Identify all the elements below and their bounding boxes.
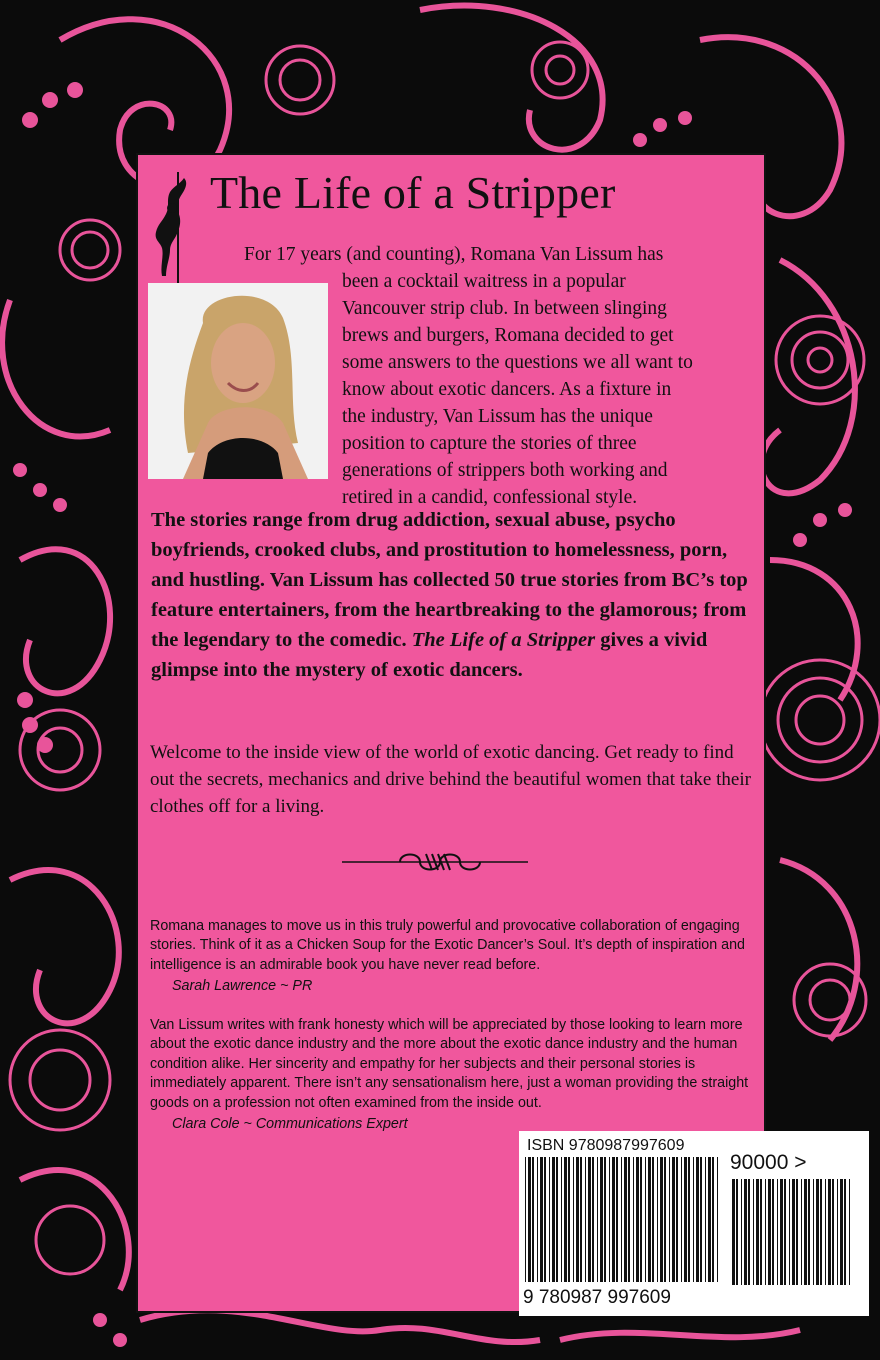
barcode-bar <box>804 1179 807 1285</box>
barcode-bar <box>696 1157 699 1282</box>
barcode-bar <box>760 1179 762 1285</box>
review-attribution: Clara Cole ~ Communications Expert <box>172 1116 408 1132</box>
barcode-bar <box>525 1157 526 1282</box>
barcode-bar <box>789 1179 790 1285</box>
barcode-bar <box>652 1157 654 1282</box>
welcome-paragraph: Welcome to the inside view of the world of exotic dancing. Get ready to find out the secrets, mechanics and drive behind the beautiful women that take their clothes off for a living. <box>150 742 751 817</box>
review-attribution: Sarah Lawrence ~ PR <box>172 978 313 994</box>
barcode-bar <box>717 1157 718 1282</box>
barcode-bar <box>556 1157 558 1282</box>
barcode-bar <box>633 1157 634 1282</box>
barcode-bar <box>792 1179 795 1285</box>
barcode-bar <box>537 1157 538 1282</box>
barcode-bar <box>777 1179 778 1285</box>
book-title: The Life of a Stripper <box>210 167 616 218</box>
synopsis-paragraph <box>151 505 761 685</box>
barcode-bar <box>552 1157 555 1282</box>
barcode-digits: 9 780987 997609 <box>523 1287 671 1308</box>
barcode-bar <box>844 1179 846 1285</box>
synopsis-text: The stories range from drug addiction, sexual abuse, psycho boyfriends, crooked clubs, and prostitution to homelessness, porn, and hustling. Van Lissum has collected 50 true stories from BC’s top feature entertainers, from the heartbreaking to the glamorous; from the legendary to the comedic. <box>151 509 748 651</box>
barcode-bar <box>640 1157 642 1282</box>
barcode-bar <box>660 1157 663 1282</box>
intro-line: the industry, Van Lissum has the unique <box>342 406 653 427</box>
barcode-bar <box>568 1157 570 1282</box>
barcode-bar <box>748 1179 750 1285</box>
barcode-bar <box>564 1157 567 1282</box>
price-code: 90000 > <box>730 1151 807 1174</box>
barcode-bar <box>837 1179 838 1285</box>
barcode-bar <box>576 1157 579 1282</box>
barcode-bar <box>561 1157 562 1282</box>
barcode-bar <box>657 1157 658 1282</box>
isbn-label: ISBN 9780987997609 <box>527 1137 685 1154</box>
barcode-bar <box>820 1179 822 1285</box>
intro-line: know about exotic dancers. As a fixture in <box>342 379 672 400</box>
barcode-bar <box>705 1157 706 1282</box>
barcode-bar <box>616 1157 618 1282</box>
barcode-bar <box>772 1179 774 1285</box>
intro-line: For 17 years (and counting), Romana Van Lissum has <box>244 244 664 265</box>
barcode-bar <box>628 1157 630 1282</box>
barcode-bar <box>573 1157 574 1282</box>
review-quote: Romana manages to move us in this truly powerful and provocative collaboration of engaging stories. Think of it as a Chicken Soup for the Exotic Dancer’s Soul. It’s depth of inspiration and intelligence is an admirable book you have never read before. <box>150 918 745 973</box>
barcode-bar <box>816 1179 819 1285</box>
synopsis-tail: gives a vivid glimpse into the mystery of exotic dancers. <box>151 629 708 681</box>
intro-line: generations of strippers both working and <box>342 460 668 481</box>
barcode-bar <box>712 1157 714 1282</box>
barcode-bar <box>684 1157 687 1282</box>
synopsis-book-title: The Life of a Stripper <box>411 629 596 651</box>
barcode-bar <box>808 1179 810 1285</box>
barcode-bar <box>741 1179 742 1285</box>
barcode-bar <box>532 1157 534 1282</box>
barcode-bar <box>849 1179 850 1285</box>
price-barcode-bars <box>730 1179 854 1285</box>
barcode-bar <box>528 1157 531 1282</box>
barcode-bar <box>672 1157 675 1282</box>
barcode-bar <box>604 1157 606 1282</box>
barcode-bar <box>681 1157 682 1282</box>
barcode-bar <box>780 1179 783 1285</box>
barcode-bar <box>756 1179 759 1285</box>
barcode-bar <box>621 1157 622 1282</box>
barcode-bar <box>580 1157 582 1282</box>
barcode-bar <box>664 1157 666 1282</box>
flourish-divider-icon <box>340 848 530 876</box>
barcode-bar <box>609 1157 610 1282</box>
intro-line: some answers to the questions we all want to <box>342 352 693 373</box>
isbn-barcode <box>519 1131 869 1316</box>
barcode-bar <box>796 1179 798 1285</box>
intro-line: position to capture the stories of three <box>342 433 637 454</box>
barcode-bar <box>549 1157 550 1282</box>
barcode-bar <box>624 1157 627 1282</box>
barcode-bar <box>840 1179 843 1285</box>
barcode-bar <box>732 1179 735 1285</box>
barcode-bar <box>676 1157 678 1282</box>
pole-dancer-icon <box>144 170 208 290</box>
barcode-bar <box>708 1157 711 1282</box>
barcode-bar <box>540 1157 543 1282</box>
barcode-bar <box>700 1157 702 1282</box>
barcode-bar <box>832 1179 834 1285</box>
barcode-bar <box>585 1157 586 1282</box>
barcode-bar <box>645 1157 646 1282</box>
barcode-bar <box>648 1157 651 1282</box>
review-quote: Van Lissum writes with frank honesty which will be appreciated by those looking to learn more about the exotic dance industry and the more about the exotic dance industry and the human condition alike. Her sincerity and empathy for her subjects and their personal stories is immediately apparent. There isn’t any sensationalism here, just a woman providing the straight goods on a profession not often examined from the inside out. <box>150 1017 749 1111</box>
barcode-bar <box>736 1179 738 1285</box>
barcode-bar <box>592 1157 594 1282</box>
barcode-bar <box>801 1179 802 1285</box>
barcode-bar <box>597 1157 598 1282</box>
barcode-bar <box>669 1157 670 1282</box>
barcode-bar <box>688 1157 690 1282</box>
barcode-bar <box>768 1179 771 1285</box>
author-photo <box>148 283 328 479</box>
intro-line: retired in a candid, confessional style. <box>342 487 638 508</box>
barcode-bar <box>588 1157 591 1282</box>
barcode-bar <box>600 1157 603 1282</box>
intro-line: been a cocktail waitress in a popular <box>342 271 626 292</box>
intro-line: Vancouver strip club. In between slinging <box>342 298 667 319</box>
barcode-bar <box>813 1179 814 1285</box>
barcode-bar <box>828 1179 831 1285</box>
barcode-bar <box>612 1157 615 1282</box>
barcode-bar <box>784 1179 786 1285</box>
barcode-bars <box>523 1157 721 1282</box>
barcode-bar <box>825 1179 826 1285</box>
barcode-bar <box>693 1157 694 1282</box>
barcode-bar <box>753 1179 754 1285</box>
barcode-bar <box>765 1179 766 1285</box>
barcode-bar <box>636 1157 639 1282</box>
intro-line: brews and burgers, Romana decided to get <box>342 325 674 346</box>
barcode-bar <box>544 1157 546 1282</box>
barcode-bar <box>744 1179 747 1285</box>
